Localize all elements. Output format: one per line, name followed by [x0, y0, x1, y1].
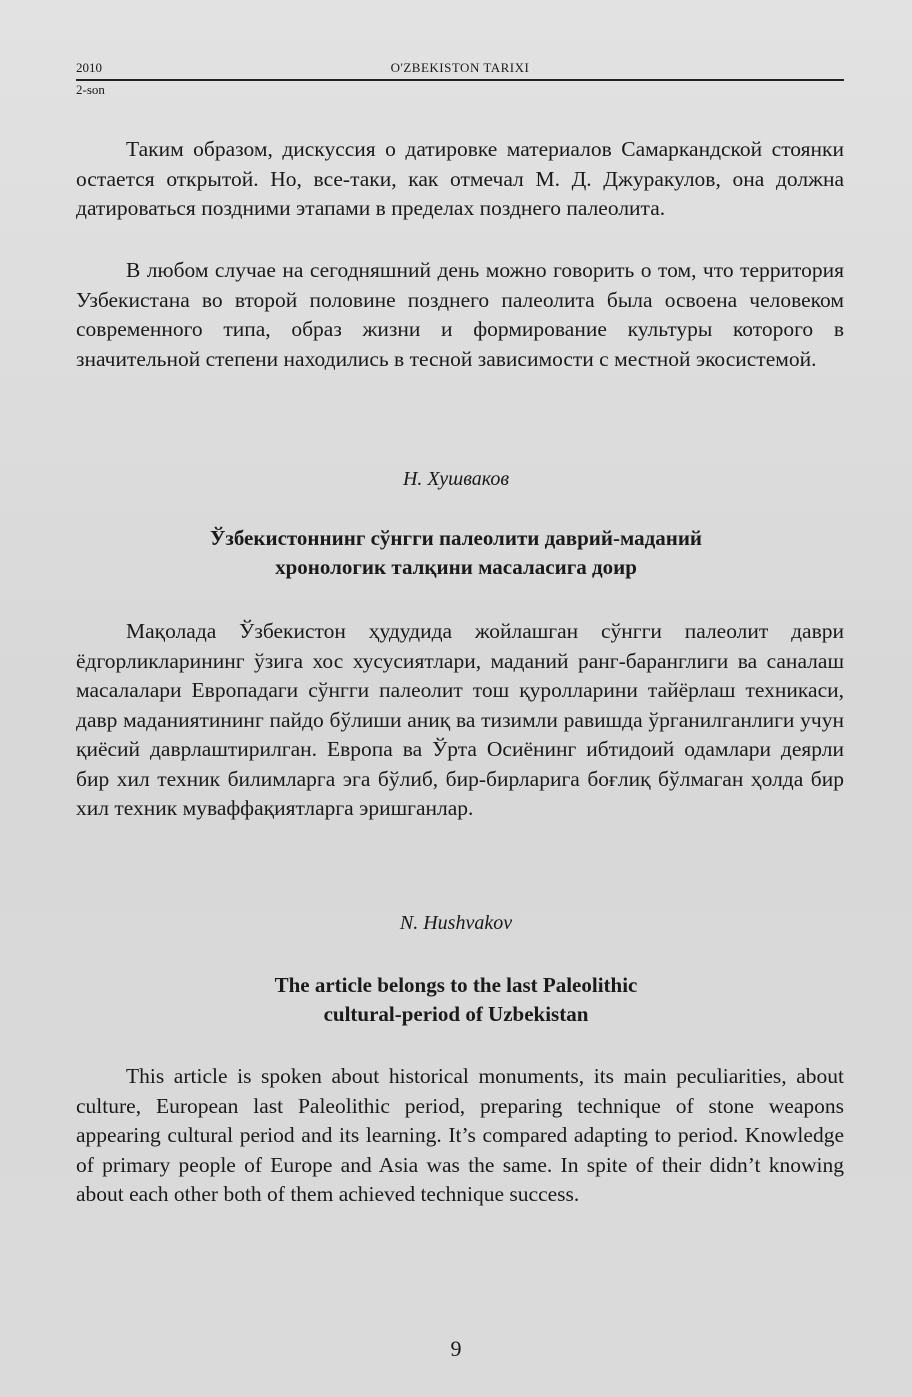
- header-rule: [76, 79, 844, 81]
- header-year: 2010: [76, 60, 102, 75]
- summary-uz-title: [0, 524, 912, 582]
- header-journal-title: O'ZBEKISTON TARIXI: [390, 60, 530, 75]
- summary-en-text: This article is spoken about historical monuments, its main peculiarities, about culture, European last Paleolithic period, preparing technique of stone weapons appearing cultural period and its learning. It’s compared adapting to period. Knowledge of primary people of Europe and Asia was the same. In spite of their didn’t knowing about each other both of them achieved technique success.: [76, 1064, 844, 1206]
- summary-uz-title-line1: Ўзбекистоннинг сўнгги палеолити даврий-маданий: [209, 526, 703, 550]
- paragraph-1: Таким образом, дискуссия о датировке материалов Самаркандской стоянки остается открытой. Но, все-таки, как отмечал М. Д. Джуракулов, она должна датироваться поздними этапами в пределах позднего палеолита.: [76, 137, 844, 220]
- summary-uz-text: Мақолада Ўзбекистон ҳудудида жойлашган сўнгги палеолит даври ёдгорликларининг ўзига хос хусусиятлари, маданий ранг-баранглиги ва саналаш масалалари Европадаги сўнгги палеолит тош қуролларини тайёрлаш техникаси, давр маданиятининг пайдо бўлиши аниқ ва тизимли равишда ўрганилганлиги учун қиёсий даврлаштирилган. Европа ва Ўрта Осиёнинг ибтидоий одамлари деярли бир хил техник билимларга эга бўлиб, бир-бирларига боғлиқ бўлмаган ҳолда бир хил техник муваффақиятларга эришганлар.: [76, 619, 844, 820]
- paragraph-1-block: [76, 135, 844, 224]
- page-number: 9: [450, 1336, 462, 1361]
- author-en: N. Hushvakov: [399, 912, 513, 934]
- paragraph-2: В любом случае на сегодняшний день можно говорить о том, что территория Узбекистана во второй половине позднего палеолита была освоена человеком современного типа, образ жизни и формирование культуры которого в значительной степени находились в тесной зависимости с местной экосистемой.: [76, 258, 844, 371]
- header-issue: 2-son: [76, 82, 105, 97]
- summary-en-title: [0, 971, 912, 1029]
- summary-uz-title-line2: хронологик талқини масаласига доир: [275, 555, 637, 579]
- summary-en-block: [76, 1062, 844, 1210]
- summary-en-title-line2: cultural-period of Uzbekistan: [323, 1002, 589, 1026]
- author-uz: Н. Хушваков: [402, 468, 510, 490]
- summary-en-title-line1: The article belongs to the last Paleolithic: [274, 973, 638, 997]
- paragraph-2-block: [76, 256, 844, 374]
- summary-uz-block: [76, 617, 844, 824]
